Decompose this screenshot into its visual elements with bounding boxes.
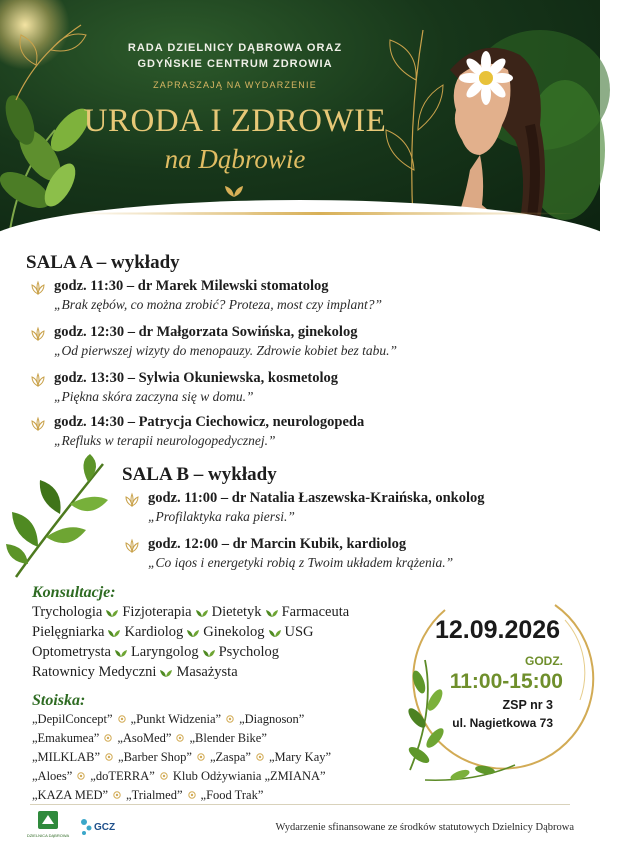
lecture-time-speaker: godz. 13:30 – Sylwia Okuniewska, kosmetolog — [54, 370, 338, 386]
event-date: 12.09.2026 — [434, 616, 561, 644]
event-place: ZSP nr 3 — [502, 698, 553, 712]
dzielnica-logo-icon — [26, 808, 70, 844]
lecture-item — [30, 324, 397, 359]
lecture-topic: „Od pierwszej wizyty do menopauzy. Zdrowie kobiet bez tabu.” — [54, 343, 397, 358]
consultation-item: Pielęgniarka — [32, 624, 105, 640]
organizer-line-1: RADA DZIELNICY DĄBROWA ORAZ — [127, 42, 343, 54]
consultation-row — [32, 644, 279, 663]
logo1-label: DZIELNICA DĄBROWA — [26, 833, 70, 838]
consultation-item: Farmaceuta — [281, 604, 350, 620]
consultation-item: Ratownicy Medyczni — [32, 664, 157, 680]
leaf-separator-icon — [114, 646, 128, 663]
consultation-item: Laryngolog — [130, 644, 199, 660]
leaf-separator-icon — [268, 626, 282, 643]
stand-row — [32, 788, 263, 804]
lotus-bullet-icon — [30, 281, 46, 295]
lecture-time-speaker: godz. 14:30 – Patrycja Ciechowicz, neurologopeda — [54, 414, 365, 430]
stand-row — [32, 712, 304, 728]
consultation-item: Ginekolog — [203, 624, 265, 640]
stand-item: „MILKLAB” — [32, 750, 101, 764]
event-address: ul. Nagietkowa 73 — [452, 716, 553, 730]
event-subtitle: na Dąbrowie — [164, 144, 306, 174]
flower-separator-icon — [103, 732, 113, 747]
flower-separator-icon — [117, 713, 127, 728]
sala-a-title: SALA A – wykłady — [26, 252, 180, 273]
stand-item: Klub Odżywiania „ZMIANA” — [172, 769, 326, 783]
consultations-title: Konsultacje: — [32, 584, 116, 601]
stands-title: Stoiska: — [32, 692, 86, 709]
footer-divider — [30, 804, 570, 805]
lecture-time-speaker: godz. 11:00 – dr Natalia Łaszewska-Kraińska, onkolog — [148, 490, 485, 506]
stand-item: „AsoMed” — [117, 731, 172, 745]
stand-item: „Zaspa” — [209, 750, 251, 764]
leaf-branch-icon — [8, 452, 118, 582]
flower-separator-icon — [255, 751, 265, 766]
flower-separator-icon — [159, 770, 169, 785]
lecture-time-speaker: godz. 12:30 – dr Małgorzata Sowińska, ginekolog — [54, 324, 358, 340]
funding-note: Wydarzenie sfinansowane ze środków statutowych Dzielnicy Dąbrowa — [275, 822, 574, 833]
lecture-item — [30, 370, 338, 405]
invite-text: ZAPRASZAJĄ NA WYDARZENIE — [153, 80, 317, 90]
gcz-logo-icon — [78, 812, 118, 842]
lotus-bullet-icon — [124, 539, 140, 553]
flower-separator-icon — [104, 751, 114, 766]
flower-separator-icon — [187, 789, 197, 804]
flower-separator-icon — [225, 713, 235, 728]
leaf-separator-icon — [195, 606, 209, 623]
stand-item: „Trialmed” — [126, 788, 183, 802]
lotus-bullet-icon — [30, 417, 46, 431]
stand-item: „doTERRA” — [90, 769, 155, 783]
lecture-item — [30, 278, 382, 313]
lecture-item — [124, 490, 485, 525]
stand-row — [32, 769, 326, 785]
flower-separator-icon — [112, 789, 122, 804]
consultation-item: Trychologia — [32, 604, 103, 620]
consultation-item: Fizjoterapia — [122, 604, 192, 620]
stand-item: „Aloes” — [32, 769, 73, 783]
consultation-row — [32, 624, 314, 643]
consultation-item: Kardiolog — [124, 624, 184, 640]
stand-item: „KAZA MED” — [32, 788, 109, 802]
stand-item: „Blender Bike” — [189, 731, 267, 745]
lotus-bullet-icon — [30, 327, 46, 341]
header-banner — [0, 0, 600, 240]
stand-item: „Diagnoson” — [239, 712, 305, 726]
leaf-separator-icon — [107, 626, 121, 643]
gold-leaf-outline-icon — [6, 15, 96, 105]
stand-item: „Barber Shop” — [118, 750, 192, 764]
consultation-item: Psycholog — [218, 644, 280, 660]
lecture-time-speaker: godz. 11:30 – dr Marek Milewski stomatolog — [54, 278, 329, 294]
leaf-separator-icon — [265, 606, 279, 623]
stand-row — [32, 750, 331, 766]
sala-b-title: SALA B – wykłady — [122, 464, 277, 485]
stand-item: „Mary Kay” — [268, 750, 332, 764]
consultation-item: Optometrysta — [32, 644, 111, 660]
lecture-topic: „Profilaktyka raka piersi.” — [148, 509, 295, 524]
flower-separator-icon — [175, 732, 185, 747]
flower-separator-icon — [196, 751, 206, 766]
organizer-line-2: GDYŃSKIE CENTRUM ZDROWIA — [137, 58, 333, 70]
stand-item: „Emakumea” — [32, 731, 100, 745]
leaf-separator-icon — [202, 646, 216, 663]
lotus-bullet-icon — [30, 373, 46, 387]
logo2-label: GCZ — [94, 822, 116, 833]
consultation-item: Dietetyk — [211, 604, 262, 620]
leaf-separator-icon — [105, 606, 119, 623]
lecture-topic: „Piękna skóra zaczyna się w domu.” — [54, 389, 254, 404]
consultation-item: USG — [284, 624, 314, 640]
consultation-item: Masażysta — [176, 664, 238, 680]
stand-item: „Punkt Widzenia” — [130, 712, 222, 726]
lecture-time-speaker: godz. 12:00 – dr Marcin Kubik, kardiolog — [148, 536, 407, 552]
sprig-icon — [222, 184, 246, 198]
lecture-topic: „Refluks w terapii neurologopedycznej.” — [54, 433, 276, 448]
event-title: URODA I ZDROWIE — [83, 103, 387, 139]
hours-label: GODZ. — [525, 654, 563, 668]
leaf-separator-icon — [186, 626, 200, 643]
stand-row — [32, 731, 267, 747]
leaf-separator-icon — [159, 666, 173, 683]
stand-item: „Food Trak” — [200, 788, 264, 802]
lecture-topic: „Co iqos i energetyki robią z Twoim układem krążenia.” — [148, 555, 454, 570]
lecture-topic: „Brak zębów, co można zrobić? Proteza, most czy implant?” — [54, 297, 382, 312]
consultation-row — [32, 604, 349, 623]
lotus-bullet-icon — [124, 493, 140, 507]
stand-item: „DepilConcept” — [32, 712, 113, 726]
header-gold-divider — [60, 212, 580, 215]
lecture-item — [124, 536, 453, 571]
event-hours: 11:00-15:00 — [449, 670, 563, 693]
lecture-item — [30, 414, 364, 449]
consultation-row — [32, 664, 238, 683]
flower-separator-icon — [76, 770, 86, 785]
